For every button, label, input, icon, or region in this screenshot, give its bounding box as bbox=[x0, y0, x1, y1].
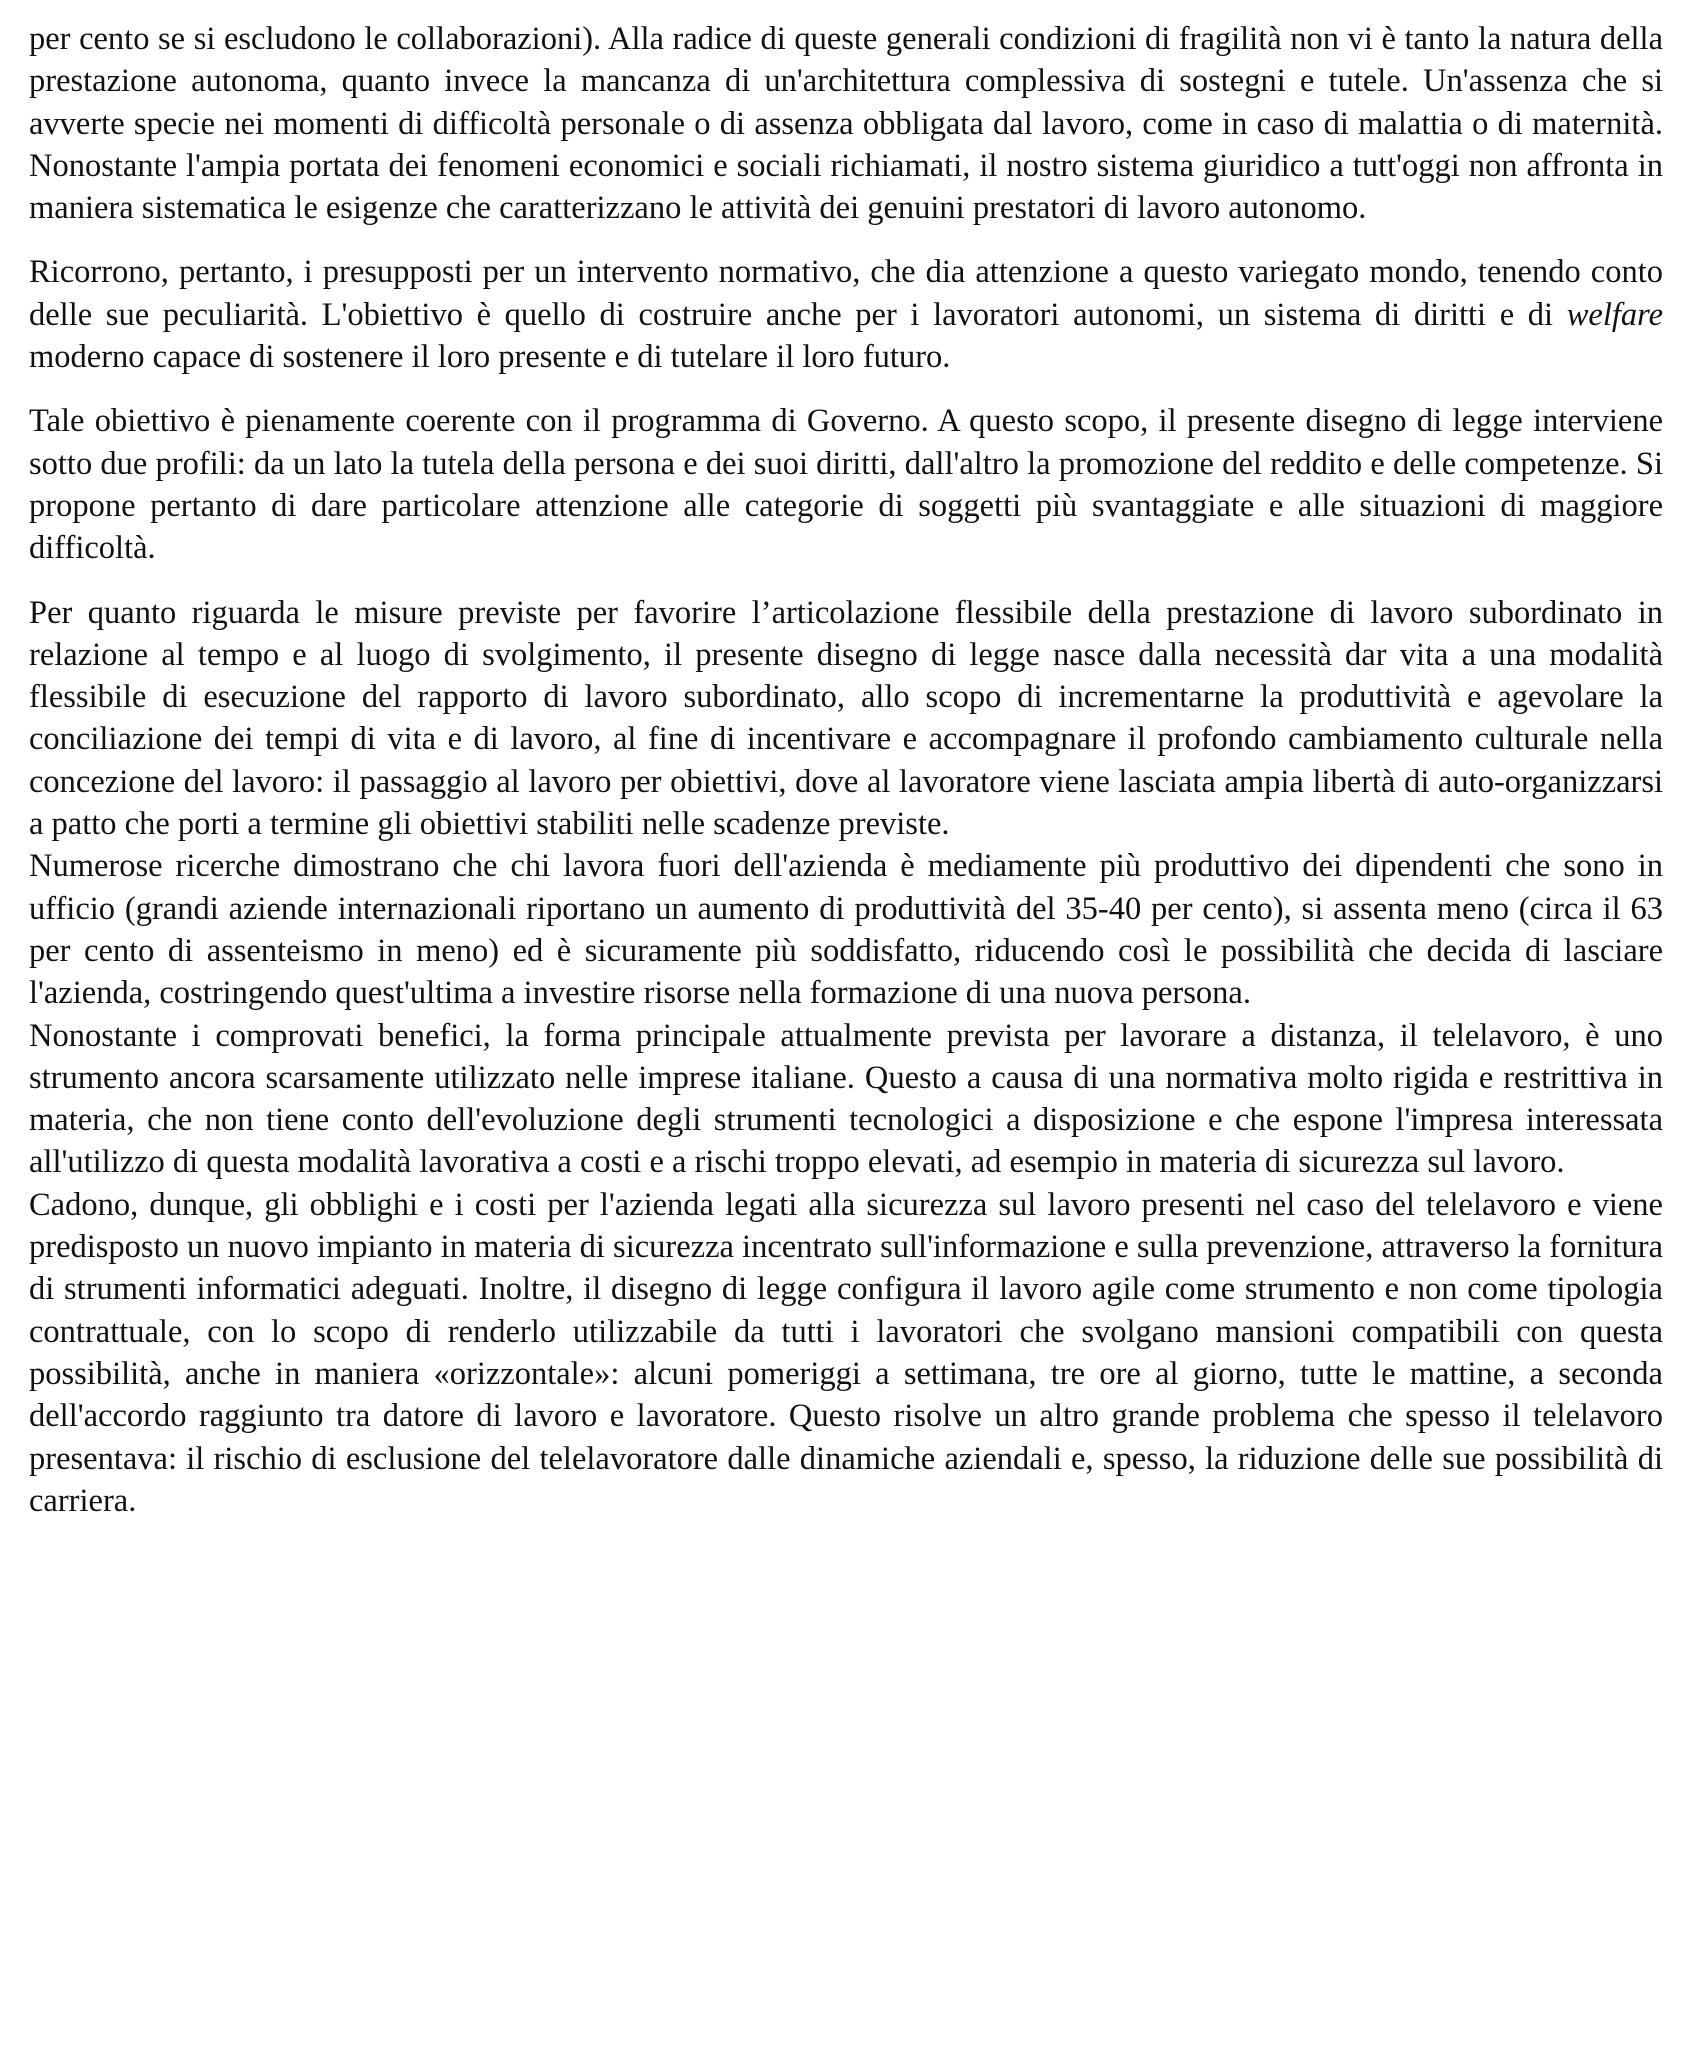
paragraph-intervention-text-a: Ricorrono, pertanto, i presupposti per un intervento normativo, che dia attenzione a questo variegato mondo, tenendo conto delle sue peculiarità. L'obiettivo è quello di costruire anche per i lavoratori autonomi, un sistema di diritti e di bbox=[29, 254, 1663, 333]
paragraph-flexible-work: Per quanto riguarda le misure previste per favorire l’articolazione flessibile della prestazione di lavoro subordinato in relazione al tempo e al luogo di svolgimento, il presente disegno di legge nasce dalla necessità dar vita a una modalità flessibile di esecuzione del rapporto di lavoro subordinato, allo scopo di incrementarne la produttività e agevolare la conciliazione dei tempi di vita e di lavoro, al fine di incentivare e accompagnare il profondo cambiamento culturale nella concezione del lavoro: il passaggio al lavoro per obiettivi, dove al lavoratore viene lasciata ampia libertà di auto-organizzarsi a patto che porti a termine gli obiettivi stabiliti nelle scadenze previste. bbox=[29, 594, 1663, 843]
paragraph-research: Numerose ricerche dimostrano che chi lavora fuori dell'azienda è mediamente più produttivo dei dipendenti che sono in ufficio (grandi aziende internazionali riportano un aumento di produttività del 35-40 per cento), si assenta meno (circa il 63 per cento di assenteismo in meno) ed è sicuramente più soddisfatto, riducendo così le possibilità che decida di lasciare l'azienda, costringendo quest'ultima a investire risorse nella formazione di una nuova persona. bbox=[29, 848, 1663, 1012]
paragraph-safety-obligations: Cadono, dunque, gli obblighi e i costi per l'azienda legati alla sicurezza sul lavoro presenti nel caso del telelavoro e viene predisposto un nuovo impianto in materia di sicurezza incentrato sull'informazione e sulla prevenzione, attraverso la fornitura di strumenti informatici adeguati. Inoltre, il disegno di legge configura il lavoro agile come strumento e non come tipologia contrattuale, con lo scopo di renderlo utilizzabile da tutti i lavoratori che svolgano mansioni compatibili con questa possibilità, anche in maniera «orizzontale»: alcuni pomeriggi a settimana, tre ore al giorno, tutte le mattine, a seconda dell'accordo raggiunto tra datore di lavoro e lavoratore. Questo risolve un altro grande problema che spesso il telelavoro presentava: il rischio di esclusione del telelavoratore dalle dinamiche aziendali e, spesso, la riduzione delle sue possibilità di carriera. bbox=[29, 1186, 1663, 1519]
welfare-italic-term: welfare bbox=[1566, 296, 1663, 333]
paragraph-telework: Nonostante i comprovati benefici, la forma principale attualmente prevista per lavorare a distanza, il telelavoro, è uno strumento ancora scarsamente utilizzato nelle imprese italiane. Questo a causa di una normativa molto rigida e restrittiva in materia, che non tiene conto dell'evoluzione degli strumenti tecnologici a disposizione e che espone l'impresa interessata all'utilizzo di questa modalità lavorativa a costi e a rischi troppo elevati, ad esempio in materia di sicurezza sul lavoro. bbox=[29, 1017, 1663, 1181]
document-page bbox=[29, 18, 1663, 1522]
paragraph-fragility: per cento se si escludono le collaborazioni). Alla radice di queste generali condizioni di fragilità non vi è tanto la natura della prestazione autonoma, quanto invece la mancanza di un'architettura complessiva di sostegni e tutele. Un'assenza che si avverte specie nei momenti di difficoltà personale o di assenza obbligata dal lavoro, come in caso di malattia o di maternità. Nonostante l'ampia portata dei fenomeni economici e sociali richiamati, il nostro sistema giuridico a tutt'oggi non affronta in maniera sistematica le esigenze che caratterizzano le attività dei genuini prestatori di lavoro autonomo. bbox=[29, 21, 1663, 227]
paragraph-intervention-text-b: moderno capace di sostenere il loro presente e di tutelare il loro futuro. bbox=[29, 339, 951, 376]
paragraph-intervention bbox=[29, 251, 1663, 378]
paragraph-government-program: Tale obiettivo è pienamente coerente con il programma di Governo. A questo scopo, il presente disegno di legge interviene sotto due profili: da un lato la tutela della persona e dei suoi diritti, dall'altro la promozione del reddito e delle competenze. Si propone pertanto di dare particolare attenzione alle categorie di soggetti più svantaggiate e alle situazioni di maggiore difficoltà. bbox=[29, 403, 1663, 567]
